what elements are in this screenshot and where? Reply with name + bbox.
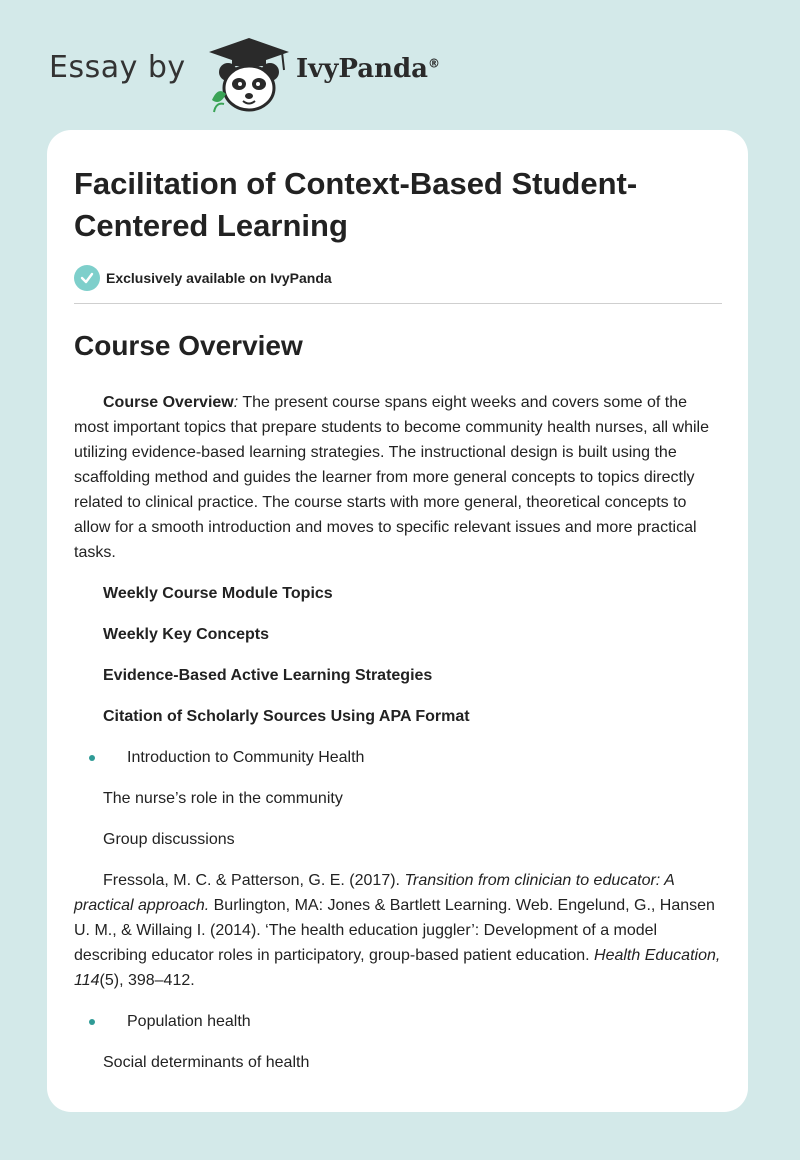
column-heading-topics: Weekly Course Module Topics [103,585,333,602]
week2-concept: Social determinants of health [103,1054,310,1071]
citation-part3: (5), 398–412. [99,972,195,989]
column-heading-concepts: Weekly Key Concepts [103,626,269,643]
week2-topic: Population health [127,1012,251,1030]
citation-italic2: Health Education, 114 [74,947,721,989]
citation-part1: Fressola, M. C. & Patterson, G. E. (2017). [103,872,405,889]
section-heading: Course Overview [74,330,303,361]
citation-part2: Burlington, MA: Jones & Bartlett Learning. Web. Engelund, G., Hansen U. M., & Willaing I. (2014). ‘The health education juggler’: Development of a model describing educator roles in participatory, group-based patient education. [74,897,715,964]
column-heading-strategies: Evidence-Based Active Learning Strategies [103,667,433,684]
overview-lead: Course Overview [103,394,234,411]
essay-card [47,130,748,1112]
panda-logo-icon[interactable] [204,36,294,116]
week1-topic: Introduction to Community Health [127,748,365,766]
site-header [49,36,549,116]
bullet-icon [89,1019,95,1025]
citation-italic1: Transition from clinician to educator: A practical approach. [74,872,675,914]
week1-citation [74,868,722,993]
page-title: Facilitation of Context-Based Student-Centered Learning [74,166,638,243]
brand-text: IvyPanda [296,54,429,84]
list-item [74,1009,722,1034]
exclusive-label: Exclusively available on IvyPanda [106,270,332,286]
week1-strategy: Group discussions [103,831,235,848]
list-item [74,745,722,770]
divider [74,303,722,304]
overview-colon: : [233,394,239,411]
column-heading-citations: Citation of Scholarly Sources Using APA Format [103,708,470,725]
brand-name[interactable] [296,54,440,84]
overview-paragraph [74,390,722,565]
overview-text: The present course spans eight weeks and covers some of the most important topics that prepare students to become community health nurses, all while utilizing evidence-based learning strategies. The instructional design is built using the scaffolding method and guides the learner from more general concepts to topics directly related to clinical practice. The course starts with more general, theoretical concepts to allow for a smooth introduction and moves to specific relevant issues and more practical tasks. [74,394,709,561]
bullet-icon [89,755,95,761]
week1-concept: The nurse’s role in the community [103,790,343,807]
registered-mark: ® [428,56,441,71]
check-circle-icon [74,265,100,291]
essay-by-label: Essay by [49,50,186,85]
exclusive-badge [74,265,722,291]
